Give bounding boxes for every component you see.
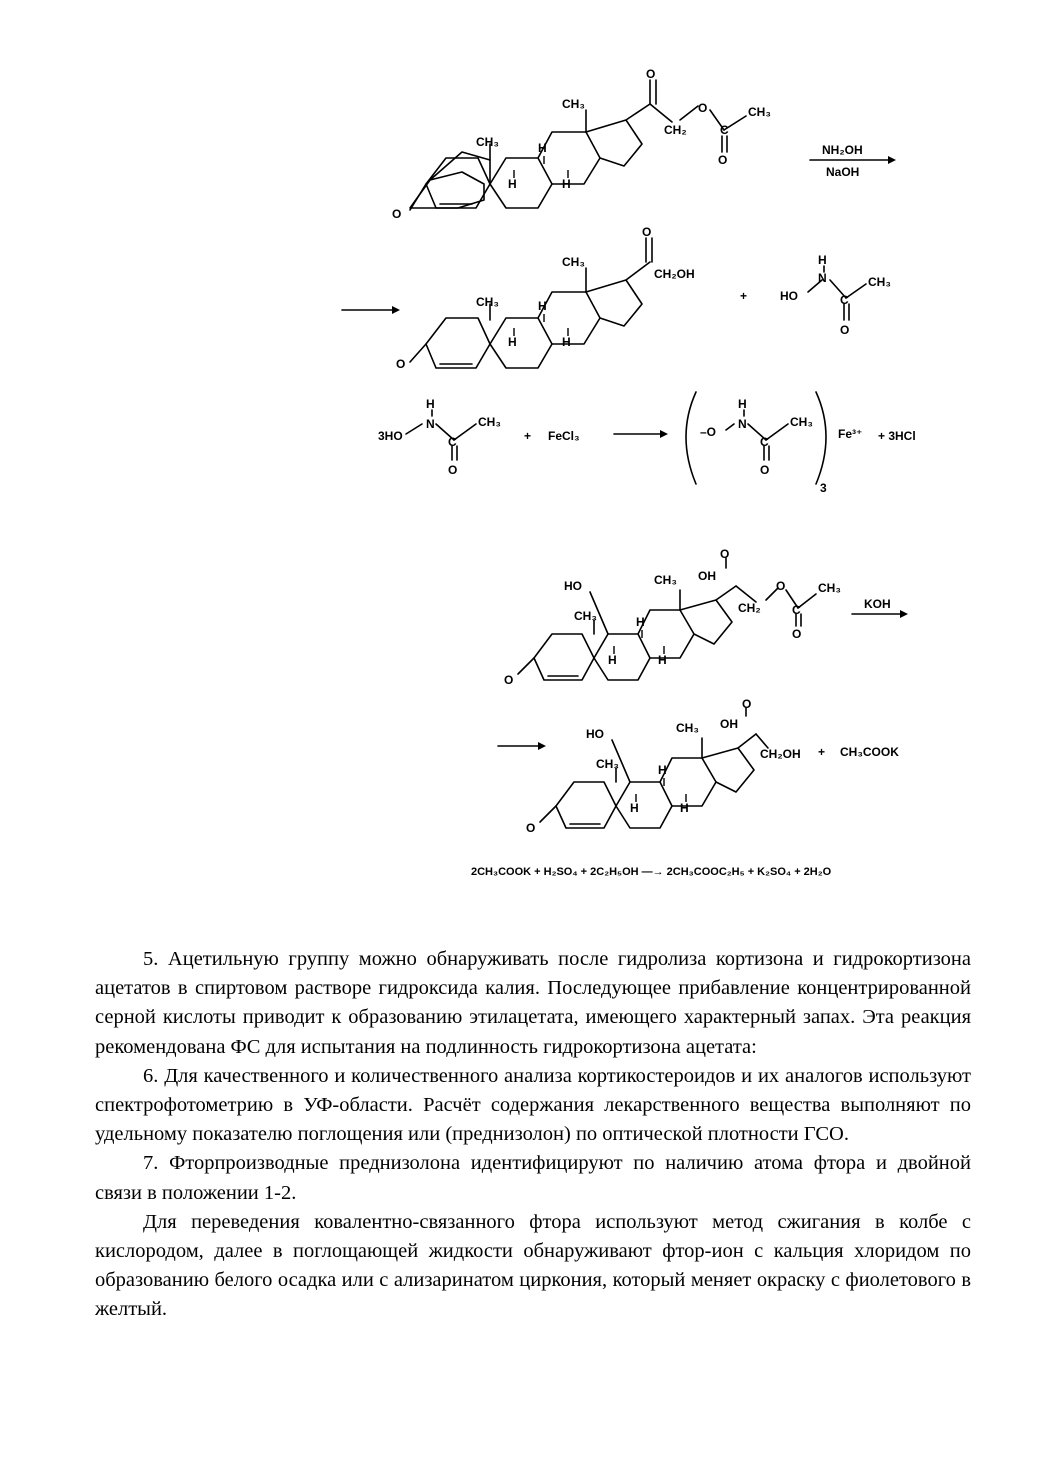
h-label-2: H xyxy=(538,299,547,313)
paragraph-6: 6. Для качественного и количественного анализа кортикостероидов и их аналогов используют спектрофотометрию в УФ-области. Расчёт содержания лекарственного вещества выполняют по удельному показателю поглощения или (преднизолон) по оптической плотности ГСО. xyxy=(95,1064,971,1146)
h-label-3: H xyxy=(680,801,689,815)
ch3cook-label: CH₃COOK xyxy=(840,745,899,759)
ester-o-label: O xyxy=(698,101,708,115)
methyl-label: CH₃ xyxy=(562,255,585,269)
h-label-3: H xyxy=(658,653,667,667)
o-label-2: O xyxy=(760,463,770,477)
o-label: O xyxy=(448,463,458,477)
oh-label: OH xyxy=(698,569,716,583)
ch2-label: CH₂ xyxy=(664,123,687,137)
hydrocortisone-acetate-structure xyxy=(490,547,930,700)
hydrocortisone-structure xyxy=(490,698,930,848)
ch2oh-label: CH₂OH xyxy=(654,267,695,281)
ketone-o-label: O xyxy=(526,821,536,835)
plus-sign: + xyxy=(740,289,748,303)
n-label: N xyxy=(426,417,435,431)
complex-subscript: 3 xyxy=(820,481,827,495)
acetyl-ch3-label: CH₃ xyxy=(868,275,891,289)
n-label: N xyxy=(818,271,827,285)
paragraph-5: 5. Ацетильную группу можно обнаруживать после гидролиза кортизона и гидрокортизона ацетатов в спиртовом растворе гидроксида калия. Последующее прибавление концентрированной серной кислоты приводит к образованию этилацетата, имеющего характерный запах. Эта реакция рекомендована ФС для испытания на подлинность гидрокортизона ацетата: xyxy=(95,948,971,1058)
steroid-acetate-structure xyxy=(380,60,920,230)
carbonyl-o-label: O xyxy=(646,67,656,81)
h-label: H xyxy=(508,335,517,349)
coef-ho-label: 3HO xyxy=(378,429,403,443)
ester-o-label: O xyxy=(776,579,786,593)
methyl-label-2: CH₃ xyxy=(476,295,499,309)
ketone-o-label: O xyxy=(396,357,406,371)
c-label: C xyxy=(840,293,849,307)
ch3-label: CH₃ xyxy=(478,415,501,429)
methyl-label: CH₃ xyxy=(676,721,699,735)
reagent-naoh: NaOH xyxy=(826,165,860,179)
ho-label: HO xyxy=(780,289,798,303)
reagent-nh2oh: NH₂OH xyxy=(822,143,863,157)
fecl3-label: FeCl₃ xyxy=(548,429,580,443)
methyl-label-2: CH₃ xyxy=(476,135,499,149)
ethyl-acetate-equation: 2CH₃COOK + H₂SO₄ + 2C₂H₅OH —→ 2CH₃COOC₂H₅ + K₂SO₄ + 2H₂O xyxy=(471,866,832,878)
ketone-o-label: O xyxy=(392,207,402,221)
nh-h-label: H xyxy=(426,397,435,411)
acetyl-o-label: O xyxy=(792,627,802,641)
ho-label: HO xyxy=(586,727,604,741)
body-text xyxy=(95,945,971,1325)
c-label: C xyxy=(448,435,457,449)
paragraph-8: Для переведения ковалентно-связанного фтора используют метод сжигания в колбе с кислородом, далее в поглощающей жидкости обнаруживают фтор-ион с кальция хлоридом по образованию белого осадка или с ализаринатом циркония, который меняет окраску с фиолетового в желтый. xyxy=(95,1210,971,1321)
carbonyl-o-label: O xyxy=(742,697,752,711)
iron-complex-reaction xyxy=(378,388,958,498)
methyl-label: CH₃ xyxy=(562,97,585,111)
o-minus-label: –O xyxy=(700,425,717,439)
methyl-label-2: CH₃ xyxy=(596,757,619,771)
acetyl-ch3-label: CH₃ xyxy=(818,581,841,595)
paragraph-7: 7. Фторпроизводные преднизолона идентифицируют по наличию атома фтора и двойной связи в положении 1-2. xyxy=(95,1152,971,1204)
h-label: H xyxy=(630,801,639,815)
h-label: H xyxy=(508,177,517,191)
nh-h-label-2: H xyxy=(738,397,747,411)
ch3-label-2: CH₃ xyxy=(790,415,813,429)
ho-label: HO xyxy=(564,579,582,593)
acetyl-o-label: O xyxy=(718,153,728,167)
h-label-3: H xyxy=(562,335,571,349)
h-label-3: H xyxy=(562,177,571,191)
acetyl-ch3-label: CH₃ xyxy=(748,105,771,119)
carbonyl-o-label: O xyxy=(642,225,652,239)
carbonyl-o-label: O xyxy=(720,547,730,561)
n-label-2: N xyxy=(738,417,747,431)
steroid-product-structure xyxy=(340,220,940,380)
methyl-label-2: CH₃ xyxy=(574,609,597,623)
h-label-2: H xyxy=(658,763,667,777)
nh-h-label: H xyxy=(818,253,827,267)
reagent-koh: KOH xyxy=(864,597,891,611)
hcl-label: + 3HCl xyxy=(878,429,916,443)
h-label-2: H xyxy=(636,615,645,629)
c-label-2: C xyxy=(760,435,769,449)
fe-ion-label: Fe³⁺ xyxy=(838,427,863,441)
plus-sign: + xyxy=(524,429,532,443)
plus-sign: + xyxy=(818,745,826,759)
c-label: C xyxy=(720,123,729,137)
ch2-label: CH₂ xyxy=(738,601,761,615)
methyl-label: CH₃ xyxy=(654,573,677,587)
oh-label: OH xyxy=(720,717,738,731)
h-label-2: H xyxy=(538,141,547,155)
ch2oh-label: CH₂OH xyxy=(760,747,801,761)
ketone-o-label: O xyxy=(504,673,514,687)
acetyl-o-label: O xyxy=(840,323,850,337)
h-label: H xyxy=(608,653,617,667)
c-label: C xyxy=(792,603,801,617)
